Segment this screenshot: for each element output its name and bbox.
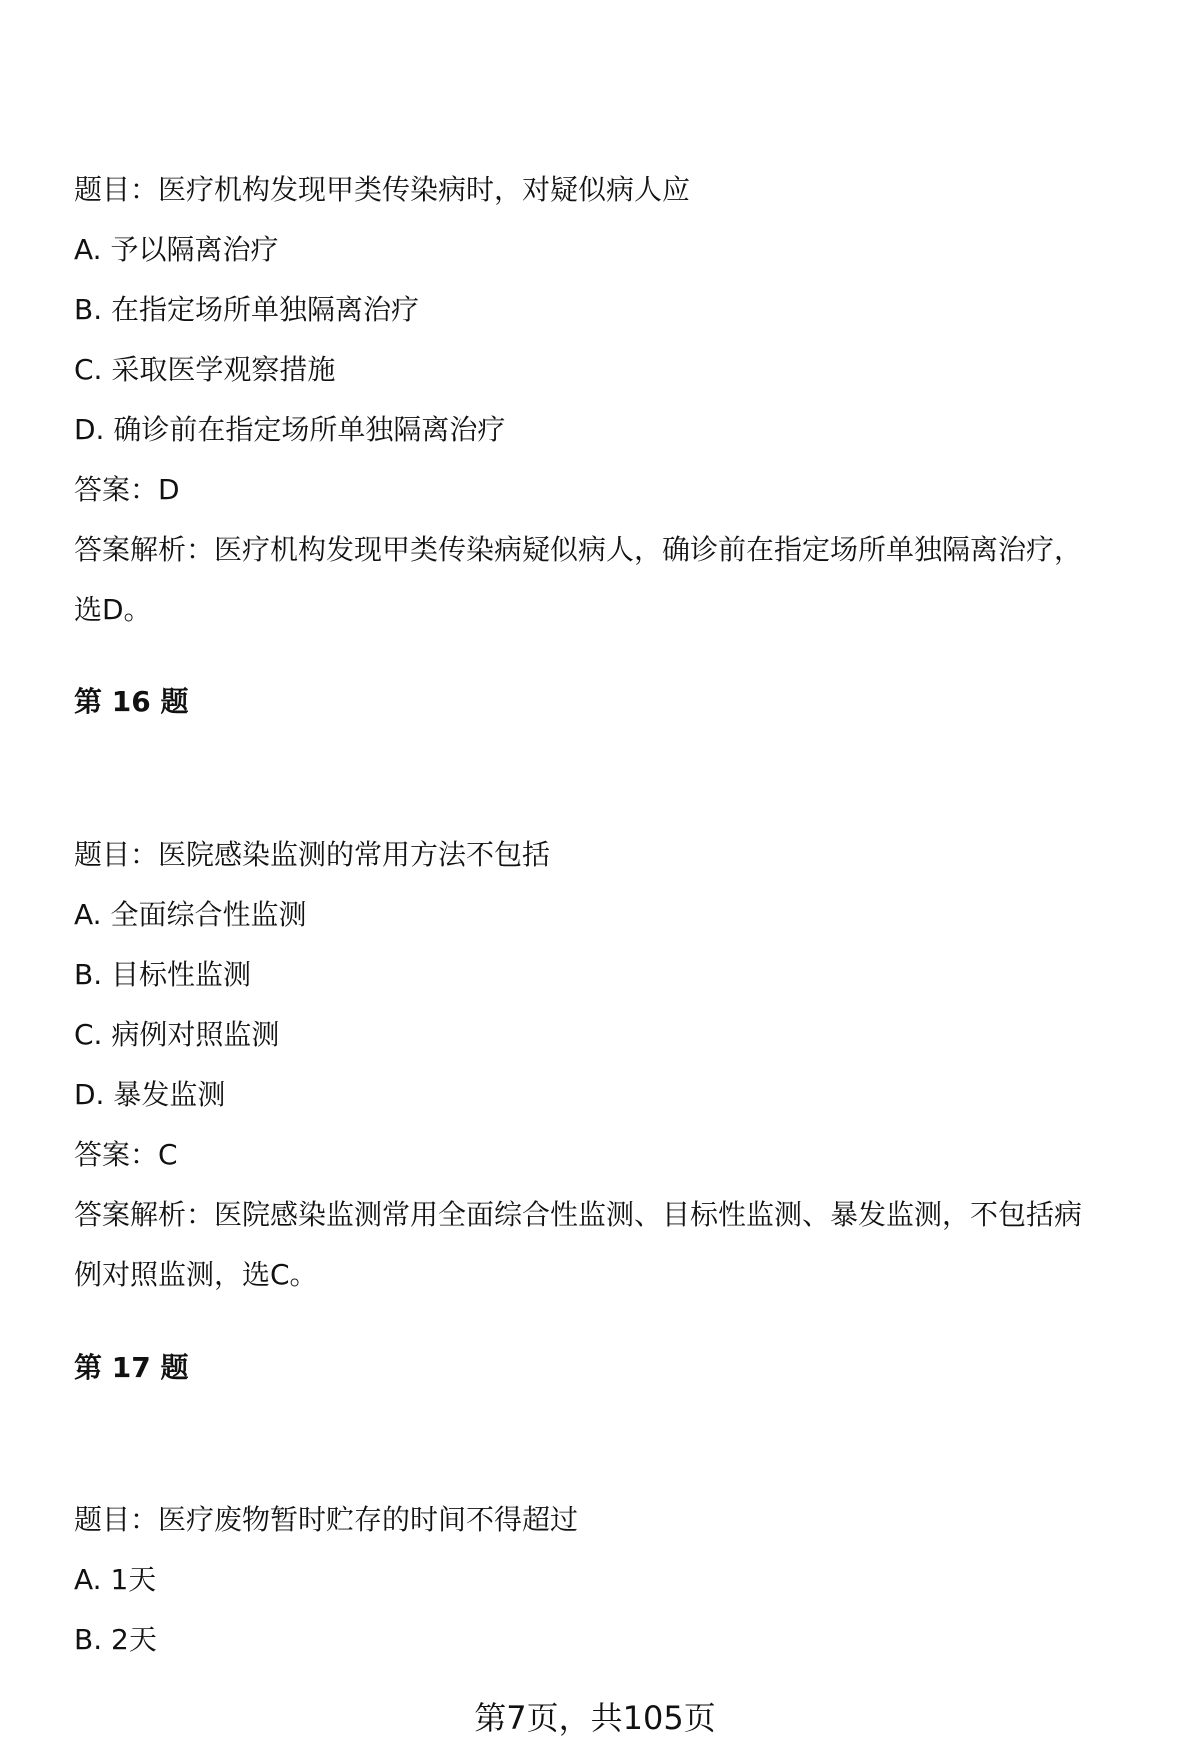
question-16-option-b: B. 目标性监测: [74, 958, 252, 991]
question-16-analysis-line-1: 答案解析：医院感染监测常用全面综合性监测、目标性监测、暴发监测，不包括病: [74, 1198, 1083, 1231]
question-17-option-b: B. 2天: [74, 1623, 157, 1656]
question-16-answer: 答案：C: [74, 1138, 178, 1171]
question-17-heading: 第 17 题: [74, 1351, 189, 1384]
question-15-text: 题目：医疗机构发现甲类传染病时，对疑似病人应: [74, 173, 691, 206]
question-16-text: 题目：医院感染监测的常用方法不包括: [74, 838, 551, 871]
question-16-heading: 第 16 题: [74, 685, 189, 718]
question-15-option-d: D. 确诊前在指定场所单独隔离治疗: [74, 413, 506, 446]
question-15-option-c: C. 采取医学观察措施: [74, 353, 336, 386]
page-number-footer: 第7页，共105页: [474, 1699, 716, 1737]
question-15-analysis-line-2: 选D。: [74, 593, 152, 626]
question-15-option-a: A. 予以隔离治疗: [74, 233, 279, 266]
question-15-option-b: B. 在指定场所单独隔离治疗: [74, 293, 420, 326]
question-16-option-a: A. 全面综合性监测: [74, 898, 307, 931]
question-15-answer: 答案：D: [74, 473, 180, 506]
question-16-analysis-line-2: 例对照监测，选C。: [74, 1258, 318, 1291]
question-17-text: 题目：医疗废物暂时贮存的时间不得超过: [74, 1503, 579, 1536]
question-15-analysis-line-1: 答案解析：医疗机构发现甲类传染病疑似病人，确诊前在指定场所单独隔离治疗，: [74, 533, 1083, 566]
question-16-option-d: D. 暴发监测: [74, 1078, 226, 1111]
question-17-option-a: A. 1天: [74, 1563, 157, 1596]
question-16-option-c: C. 病例对照监测: [74, 1018, 280, 1051]
